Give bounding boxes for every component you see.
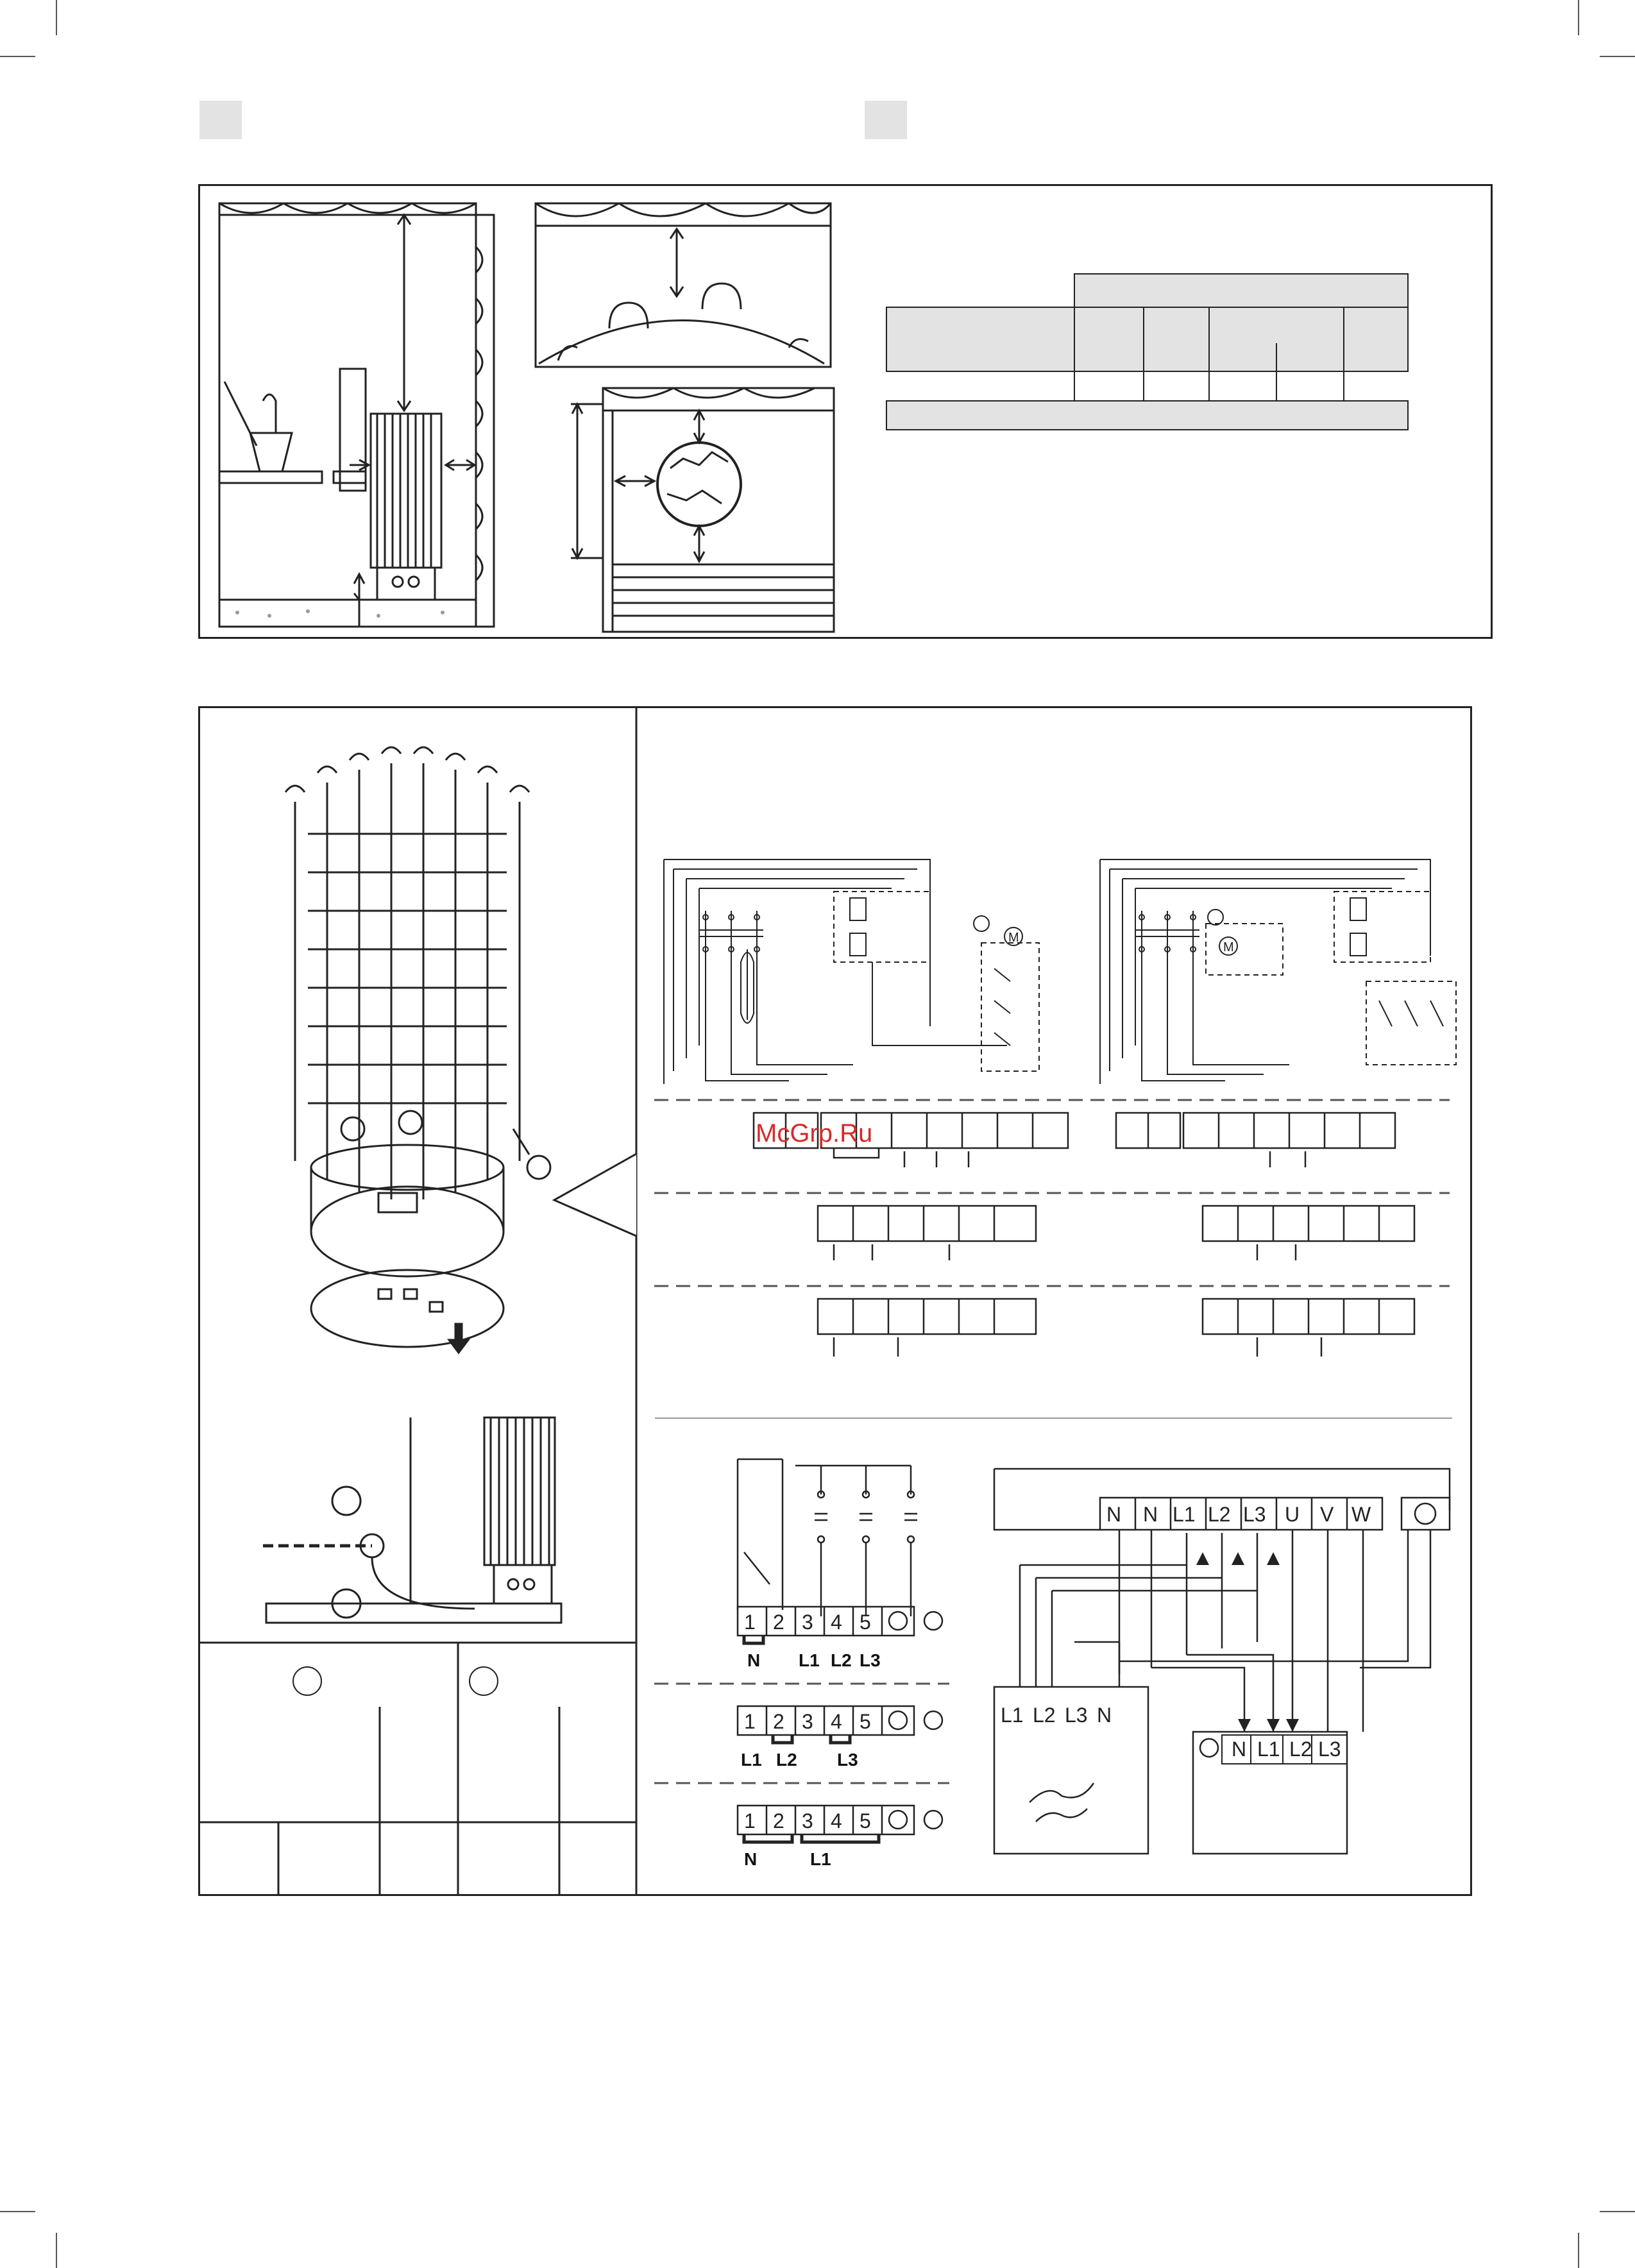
heater-terminal-l3: L3	[1318, 1738, 1341, 1761]
terminal-4-label: 4	[831, 1809, 842, 1832]
terminal-5-label: 5	[860, 1809, 871, 1832]
supply-terminal-n: N	[1097, 1704, 1112, 1727]
phase-label-n: N	[747, 1650, 761, 1668]
terminal-rows-upper	[706, 1110, 1443, 1398]
unit-terminal-l3: L3	[1243, 1503, 1266, 1526]
phase-label-l3: L3	[837, 1750, 858, 1770]
unit-terminal-v: V	[1320, 1503, 1334, 1526]
clearance-table	[885, 273, 1411, 433]
floor-cable-detail	[257, 1411, 577, 1648]
svg-text:M: M	[1008, 931, 1019, 945]
phase-label-l2: L2	[776, 1750, 797, 1770]
unit-terminal-l1: L1	[1173, 1503, 1196, 1526]
unit-terminal-n1: N	[1106, 1503, 1122, 1526]
phase-label-l1: L1	[810, 1849, 831, 1869]
phase-label-l3: L3	[860, 1650, 881, 1668]
phase-label-l1: L1	[741, 1750, 762, 1770]
ceiling-clearance-view	[532, 200, 834, 373]
terminal-4-label: 4	[831, 1611, 842, 1634]
switch-wiring-diagram	[731, 1456, 962, 1616]
terminal-block-row-1	[734, 1604, 953, 1668]
terminal-3-label: 3	[802, 1611, 813, 1634]
top-view-clearance	[564, 385, 840, 635]
terminal-2-label: 2	[773, 1710, 784, 1733]
phase-label-n: N	[744, 1849, 758, 1869]
dashed-row-separators	[654, 1680, 949, 1790]
terminal-block-row-3	[734, 1802, 953, 1873]
terminal-5-label: 5	[860, 1611, 871, 1634]
supply-terminal-l2: L2	[1033, 1704, 1056, 1727]
unit-terminal-w: W	[1351, 1503, 1371, 1526]
terminal-4-label: 4	[831, 1710, 842, 1733]
section-tab-left	[199, 101, 242, 139]
section-tab-right	[865, 101, 907, 139]
control-schematic-left	[661, 853, 1078, 1084]
terminal-1-label: 1	[744, 1710, 756, 1733]
sauna-room-side-view	[212, 196, 507, 632]
supply-terminal-l1: L1	[1001, 1704, 1024, 1727]
heater-terminal-l2: L2	[1289, 1738, 1312, 1761]
heater-exploded-view	[257, 744, 590, 1366]
terminal-3-label: 3	[802, 1710, 813, 1733]
terminal-2-label: 2	[773, 1809, 784, 1832]
control-unit-connection	[991, 1462, 1466, 1860]
supply-terminal-l3: L3	[1065, 1704, 1088, 1727]
heater-terminal-n: N	[1232, 1738, 1247, 1761]
phase-label-l2: L2	[831, 1650, 852, 1668]
heater-terminal-l1: L1	[1257, 1738, 1280, 1761]
terminal-5-label: 5	[860, 1710, 871, 1733]
unit-terminal-n2: N	[1143, 1503, 1158, 1526]
unit-terminal-l2: L2	[1208, 1503, 1231, 1526]
control-schematic-right	[1097, 853, 1469, 1084]
svg-text:M: M	[1223, 940, 1234, 954]
watermark: McGrp.Ru	[756, 1119, 873, 1147]
terminal-3-label: 3	[802, 1809, 813, 1832]
unit-terminal-u: U	[1285, 1503, 1300, 1526]
terminal-2-label: 2	[773, 1611, 784, 1634]
phase-label-l1: L1	[799, 1650, 820, 1668]
terminal-1-label: 1	[744, 1809, 756, 1832]
terminal-1-label: 1	[744, 1611, 756, 1634]
